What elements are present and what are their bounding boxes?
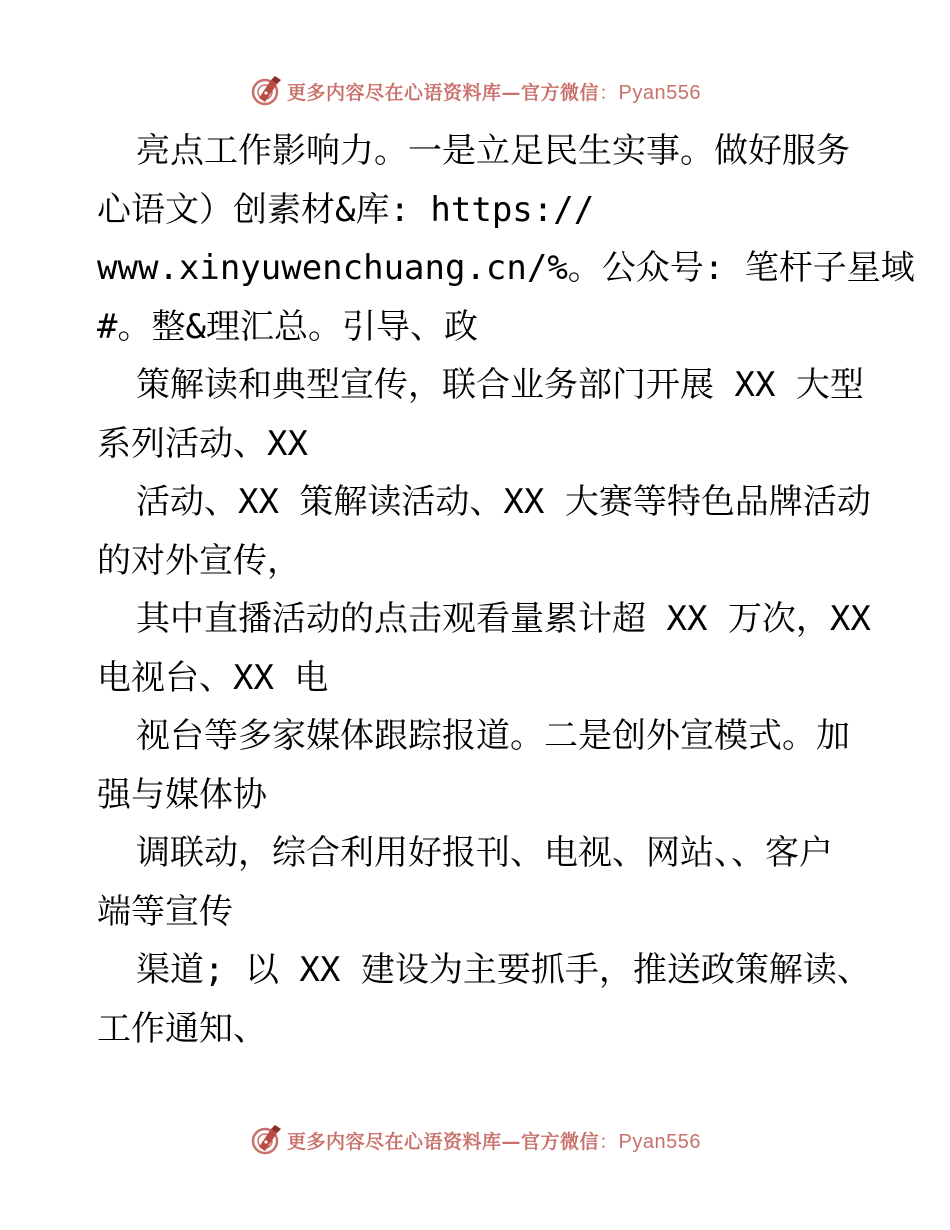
- body-line: #。整&理汇总。引导、政: [97, 306, 478, 347]
- banner-dash: —: [501, 81, 521, 104]
- body-line: 渠道; 以 XX 建设为主要抓手，推送政策解读、: [136, 950, 871, 990]
- body-line: 电视台、XX 电: [97, 657, 329, 698]
- banner-wechat-id: Pyan556: [618, 81, 701, 104]
- body-line: 系列活动、XX: [97, 423, 308, 464]
- body-line: 调联动，综合利用好报刊、电视、网站、、客户: [136, 833, 833, 873]
- body-line: 工作通知、: [97, 1008, 267, 1049]
- pen-nib-icon: [249, 74, 283, 108]
- banner-wechat-label: 官方微信: [521, 81, 600, 104]
- body-line: 策解读和典型宣传，联合业务部门开展 XX 大型: [136, 365, 864, 405]
- banner-wechat-id: Pyan556: [618, 1130, 701, 1153]
- body-line: 端等宣传: [97, 891, 233, 932]
- footer-banner: [0, 1120, 950, 1160]
- banner-dash: —: [501, 1130, 521, 1153]
- banner-text: [287, 1127, 701, 1154]
- banner-text: [287, 78, 701, 105]
- banner-main-text: 更多内容尽在心语资料库: [286, 1130, 502, 1153]
- body-line: 视台等多家媒体跟踪报道。二是创外宣模式。加: [136, 716, 850, 756]
- document-body: [97, 122, 915, 1058]
- body-line: 的对外宣传，: [97, 540, 301, 581]
- banner-colon: ：: [599, 81, 619, 104]
- banner-colon: ：: [599, 1130, 619, 1153]
- body-line: 心语文）创素材&库: https://: [97, 189, 595, 230]
- body-line: 亮点工作影响力。一是立足民生实事。做好服务: [136, 131, 850, 171]
- pen-nib-icon: [249, 1123, 283, 1157]
- body-line: 其中直播活动的点击观看量累计超 XX 万次，XX: [136, 599, 871, 639]
- banner-wechat-label: 官方微信: [521, 1130, 600, 1153]
- banner-main-text: 更多内容尽在心语资料库: [286, 81, 502, 104]
- body-line: 强与媒体协: [97, 774, 267, 815]
- body-line: 活动、XX 策解读活动、XX 大赛等特色品牌活动: [136, 482, 871, 522]
- header-banner: [0, 71, 950, 111]
- body-line: www.xinyuwenchuang.cn/%。公众号: 笔杆子星域: [97, 248, 915, 288]
